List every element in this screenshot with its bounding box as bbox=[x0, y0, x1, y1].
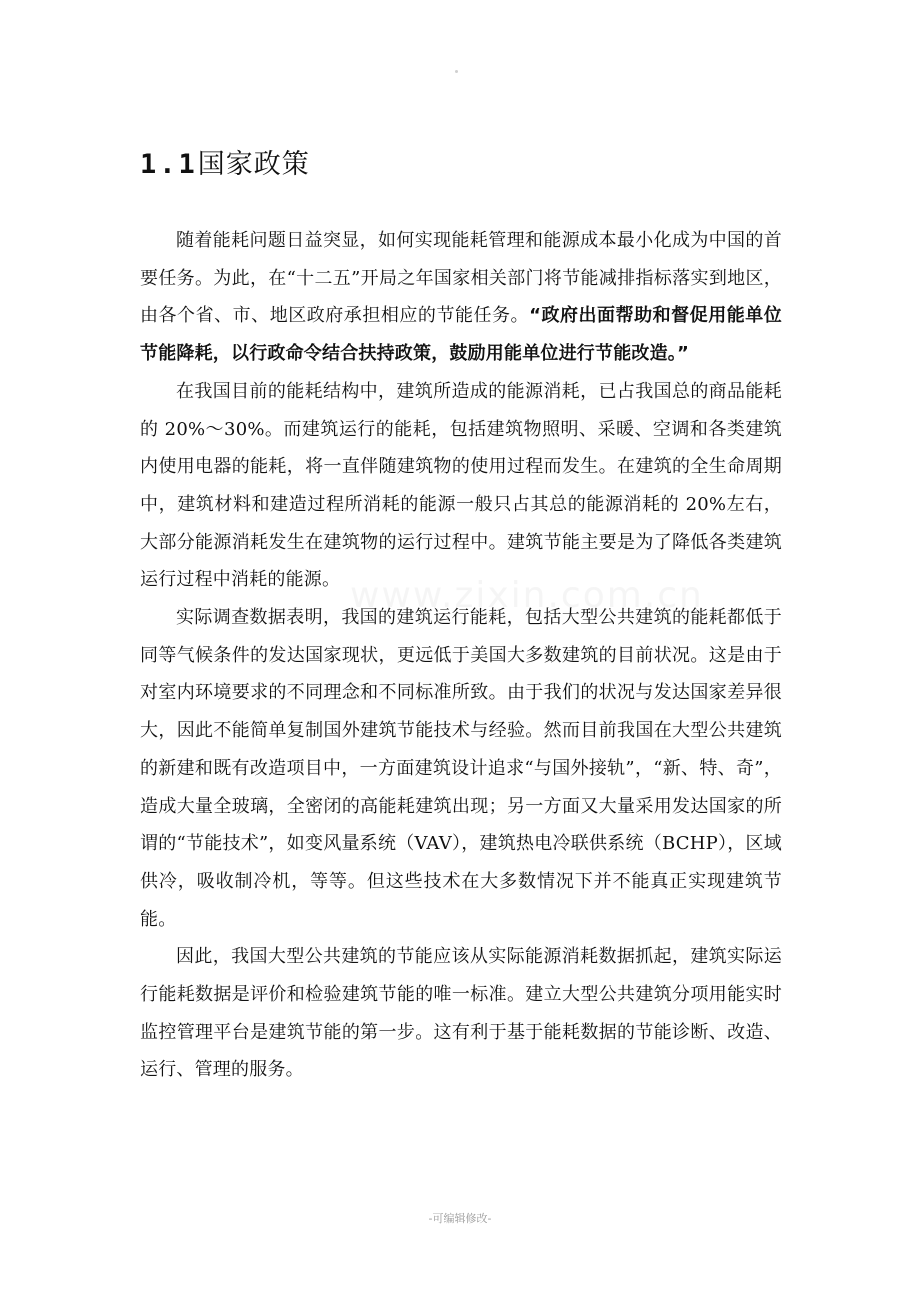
paragraph-4-text: 因此，我国大型公共建筑的节能应该从实际能源消耗数据抓起，建筑实际运行能耗数据是评价和检验建筑节能的唯一标准。建立大型公共建筑分项用能实时监控管理平台是建筑节能的第一步。这有利于基于能耗数据的节能诊断、改造、运行、管理的服务。 bbox=[140, 946, 782, 1081]
paragraph-1-text: 随着能耗问题日益突显，如何实现能耗管理和能源成本最小化成为中国的首要任务。为此，在“十二五”开局之年国家相关部门将节能减排指标落实到地区，由各个省、市、地区政府承担相应的节能任务。 bbox=[140, 230, 782, 327]
section-heading bbox=[140, 145, 310, 185]
paragraph-3-text: 实际调查数据表明，我国的建筑运行能耗，包括大型公共建筑的能耗都低于同等气候条件的发达国家现状，更远低于美国大多数建筑的目前状况。这是由于对室内环境要求的不同理念和不同标准所致。由于我们的状况与发达国家差异很大，因此不能简单复制国外建筑节能技术与经验。然而目前我国在大型公共建筑的新建和既有改造项目中，一方面建筑设计追求“与国外接轨”，“新、特、奇”，造成大量全玻璃，全密闭的高能耗建筑出现；另一方面又大量采用发达国家的所谓的“节能技术”，如变风量系统（VAV），建筑热电冷联供系统（BCHP），区域供冷，吸收制冷机，等等。但这些技术在大多数情况下并不能真正实现建筑节能。 bbox=[140, 607, 782, 930]
paragraph-4 bbox=[140, 938, 782, 1089]
body-text bbox=[140, 222, 782, 1089]
section-number: 1.1 bbox=[140, 149, 198, 180]
paragraph-1-bold-quote: “政府出面帮助和督促用能单位节能降耗，以行政命令结合扶持政策，鼓励用能单位进行节能改造。” bbox=[140, 305, 782, 365]
page-mark bbox=[455, 70, 458, 73]
section-title: 国家政策 bbox=[197, 149, 310, 180]
paragraph-2-text: 在我国目前的能耗结构中，建筑所造成的能源消耗，已占我国总的商品能耗的 20%～30%。而建筑运行的能耗，包括建筑物照明、采暖、空调和各类建筑内使用电器的能耗，将一直伴随建筑物的使用过程而发生。在建筑的全生命周期中，建筑材料和建造过程所消耗的能源一般只占其总的能源消耗的 20%左右，大部分能源消耗发生在建筑物的运行过程中。建筑节能主要是为了降低各类建筑运行过程中消耗的能源。 bbox=[140, 380, 782, 591]
paragraph-1 bbox=[140, 222, 782, 373]
paragraph-3 bbox=[140, 599, 782, 938]
paragraph-2 bbox=[140, 373, 782, 599]
watermark: www.zixin.com.cn bbox=[350, 575, 704, 616]
page-footer: -可编辑修改- bbox=[428, 1212, 492, 1225]
